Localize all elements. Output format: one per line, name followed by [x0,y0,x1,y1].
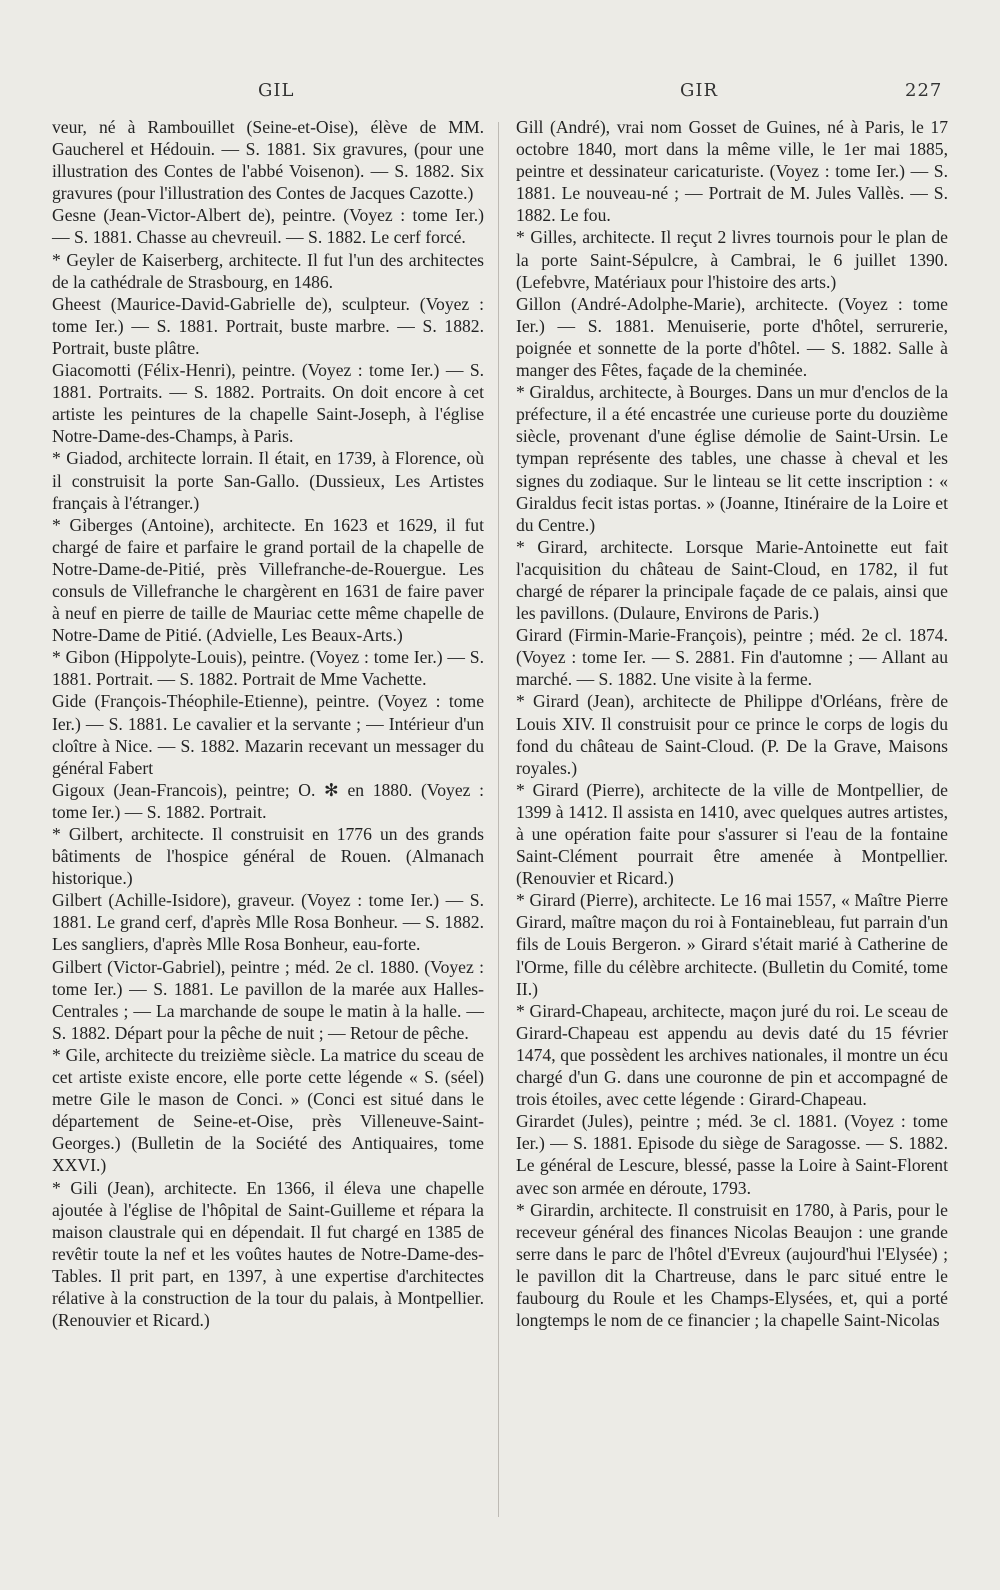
entry: * Girard (Pierre), architecte. Le 16 mai 1557, « Maître Pierre Girard, maître maçon du roi à Fontainebleau, fut parrain d'un fils de Louis Bergeron. » Girard s'était marié à Catherine de l'Orme, fille du célèbre architecte. (Bulletin du Comité, tome II.) [516,890,948,999]
entry: * Giberges (Antoine), architecte. En 1623 et 1629, il fut chargé de faire et parfaire le grand portail de la chapelle de Notre-Dame-de-Pitié, près Villefranche-de-Rouergue. Les consuls de Villefranche le chargèrent en 1631 de faire paver à neuf en pierre de taille de Mauriac cette même chapelle de Notre-Dame de Pitié. (Advielle, Les Beaux-Arts.) [52,514,484,646]
entry: Gill (André), vrai nom Gosset de Guines, né à Paris, le 17 octobre 1840, mort dans la même ville, le 1er mai 1885, peintre et dessinateur caricaturiste. (Voyez : tome Ier.) — S. 1881. Le nouveau-né ; — Portrait de M. Jules Vallès. — S. 1882. Le fou. [516,117,948,226]
left-column [52,116,484,1331]
running-header-left: GIL [258,80,295,101]
entry: * Girard-Chapeau, architecte, maçon juré du roi. Le sceau de Girard-Chapeau est appendu au devis daté du 15 février 1474, que possèdent les archives nationales, il montre un écu chargé d'un G. dans une couronne de pin et accompagné de trois étoiles, avec cette légende : Girard-Chapeau. [516,1000,948,1110]
entry: veur, né à Rambouillet (Seine-et-Oise), élève de MM. Gaucherel et Hédouin. — S. 1881. Six gravures, (pour une illustration des Contes de l'abbé Voisenon). — S. 1882. Six gravures (pour l'illustration des Contes de Jacques Cazotte.) [52,117,484,204]
entry: * Gili (Jean), architecte. En 1366, il éleva une chapelle ajoutée à l'église de l'hôpital de Saint-Guilleme et répara la maison claustrale qui en dépendait. Il fut chargé en 1385 de revêtir toute la nef et les voûtes hautes de Notre-Dame-des-Tables. Il prit part, en 1397, à une expertise d'architectes rélative à la construction de la tour du palais, à Montpellier. (Renouvier et Ricard.) [52,1177,484,1331]
entry: * Geyler de Kaiserberg, architecte. Il fut l'un des architectes de la cathédrale de Strasbourg, en 1486. [52,249,484,292]
entry: Gigoux (Jean-Francois), peintre; O. ✻ en 1880. (Voyez : tome Ier.) — S. 1882. Portrait. [52,779,484,822]
entry: Giacomotti (Félix-Henri), peintre. (Voyez : tome Ier.) — S. 1881. Portraits. — S. 1882. Portraits. On doit encore à cet artiste les peintures de la chapelle Saint-Joseph, à l'église Notre-Dame-des-Champs, à Paris. [52,360,484,447]
entry: * Gilles, architecte. Il reçut 2 livres tournois pour le plan de la porte Saint-Sépulcre, à Cambrai, le 6 juillet 1390. (Lefebvre, Matériaux pour l'histoire des arts.) [516,227,948,292]
entry: Gesne (Jean-Victor-Albert de), peintre. (Voyez : tome Ier.) — S. 1881. Chasse au chevreuil. — S. 1882. Le cerf forcé. [52,205,484,248]
entry: * Girardin, architecte. Il construisit en 1780, à Paris, pour le receveur général des finances Nicolas Beaujon : une grande serre dans le parc de l'hôtel d'Evreux (aujourd'hui l'Elysée) ; le pavillon dit la Chartreuse, dans le parc situé entre le faubourg du Roule et les Champs-Elysées, et, qui a porté longtemps le nom de ce financier ; la chapelle Saint-Nicolas [516,1199,948,1331]
entry: * Giraldus, architecte, à Bourges. Dans un mur d'enclos de la préfecture, il a été encastrée une curieuse porte du douzième siècle, provenant d'une église démolie de Saint-Ursin. Le tympan représente des tables, une chasse à cheval et les signes du zodiaque. Sur le linteau se lit cette inscription : « Giraldus fecit istas portas. » (Joanne, Itinéraire de la Loire et du Centre.) [516,382,948,535]
page-number: 227 [905,80,943,101]
entry: * Girard (Jean), architecte de Philippe d'Orléans, frère de Louis XIV. Il construisit pour ce prince le corps de logis du fond du château de Saint-Cloud. (P. De la Grave, Maisons royales.) [516,691,948,778]
right-column [516,116,948,1331]
running-header-right: GIR [680,80,719,101]
entry: Gheest (Maurice-David-Gabrielle de), sculpteur. (Voyez : tome Ier.) — S. 1881. Portrait, buste marbre. — S. 1882. Portrait, buste plâtre. [52,293,484,358]
entry: Gillon (André-Adolphe-Marie), architecte. (Voyez : tome Ier.) — S. 1881. Menuiserie, porte d'hôtel, serrurerie, poignée et sonnette de la porte d'hôtel. — S. 1882. Salle à manger des Fêtes, façade de la cheminée. [516,293,948,381]
entry: Gide (François-Théophile-Etienne), peintre. (Voyez : tome Ier.) — S. 1881. Le cavalier et la servante ; — Intérieur d'un cloître à Nice. — S. 1882. Mazarin recevant un messager du général Fabert [52,691,484,778]
entry: Gilbert (Achille-Isidore), graveur. (Voyez : tome Ier.) — S. 1881. Le grand cerf, d'après Mlle Rosa Bonheur. — S. 1882. Les sangliers, d'après Mlle Rosa Bonheur, eau-forte. [52,890,484,955]
entry: * Giadod, architecte lorrain. Il était, en 1739, à Florence, où il construisit la porte San-Gallo. (Dussieux, Les Artistes français à l'étranger.) [52,448,484,513]
entry: * Gile, architecte du treizième siècle. La matrice du sceau de cet artiste existe encore, elle porte cette légende « S. (séel) metre Gile le mason de Conci. » (Conci est situé dans le département de Seine-et-Oise, près Villeneuve-Saint-Georges.) (Bulletin de la Société des Antiquaires, tome XXVI.) [52,1044,484,1176]
entry: * Gilbert, architecte. Il construisit en 1776 un des grands bâtiments de l'hospice général de Rouen. (Almanach historique.) [52,824,484,889]
entry: Girard (Firmin-Marie-François), peintre ; méd. 2e cl. 1874. (Voyez : tome Ier. — S. 2881. Fin d'automne ; — Allant au marché. — S. 1882. Une visite à la ferme. [516,625,948,690]
entry: * Girard, architecte. Lorsque Marie-Antoinette eut fait l'acquisition du château de Saint-Cloud, en 1782, il fut chargé de réparer la principale façade de ce palais, ainsi que les pavillons. (Dulaure, Environs de Paris.) [516,536,948,624]
column-divider [498,122,499,1517]
entry: * Girard (Pierre), architecte de la ville de Montpellier, de 1399 à 1412. Il assista en 1410, avec quelques autres artistes, à une opération faite pour s'assurer si l'eau de la fontaine Saint-Clément pourrait être amenée à Montpellier. (Renouvier et Ricard.) [516,779,948,889]
entry: Girardet (Jules), peintre ; méd. 3e cl. 1881. (Voyez : tome Ier.) — S. 1881. Episode du siège de Saragosse. — S. 1882. Le général de Lescure, blessé, passe la Loire à Saint-Florent avec son armée en déroute, 1793. [516,1111,948,1198]
entry: * Gibon (Hippolyte-Louis), peintre. (Voyez : tome Ier.) — S. 1881. Portrait. — S. 1882. Portrait de Mme Vachette. [52,647,484,690]
entry: Gilbert (Victor-Gabriel), peintre ; méd. 2e cl. 1880. (Voyez : tome Ier.) — S. 1881. Le pavillon de la marée aux Halles-Centrales ; — La marchande de soupe le matin à la halle. — S. 1882. Départ pour la pêche de nuit ; — Retour de pêche. [52,956,484,1043]
